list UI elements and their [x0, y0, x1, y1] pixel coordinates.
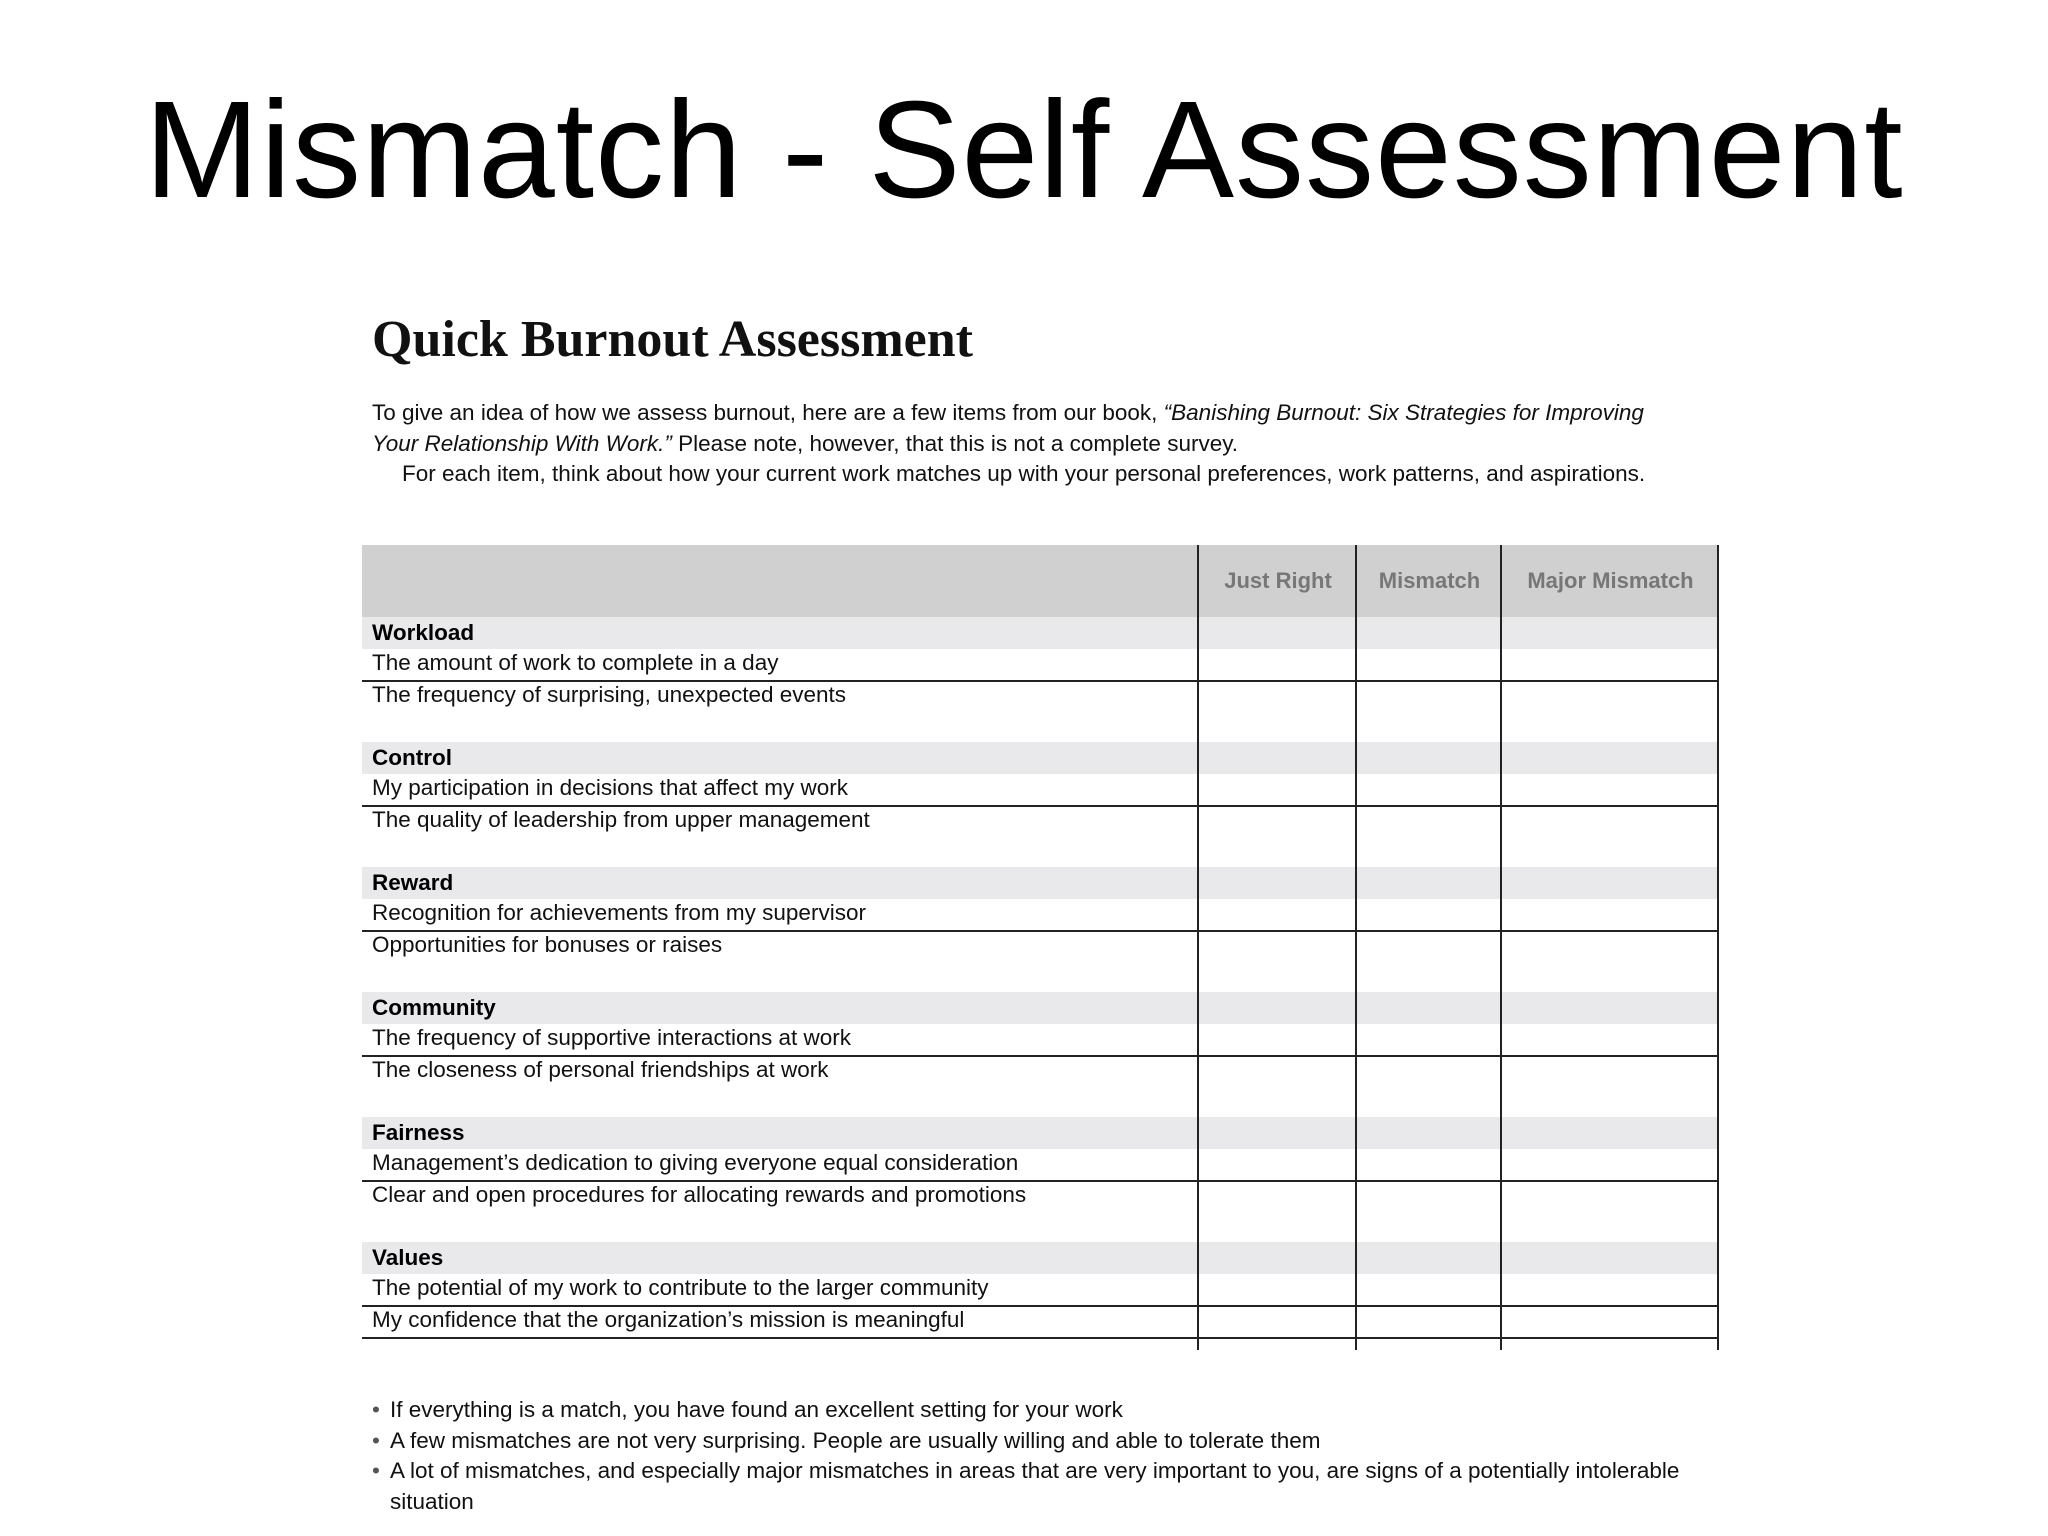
item-label: Management’s dedication to giving everyone equal consideration	[372, 1150, 1019, 1175]
category-band	[362, 1242, 1718, 1274]
notes-list	[372, 1395, 1712, 1517]
row-divider	[362, 680, 1718, 682]
item-label: My participation in decisions that affect my work	[372, 775, 849, 800]
intro-paragraph-1	[372, 398, 1672, 459]
item-label: The quality of leadership from upper management	[372, 807, 870, 832]
item-label: The potential of my work to contribute to the larger community	[372, 1275, 989, 1300]
intro-text	[372, 398, 1672, 490]
item-label: The frequency of supportive interactions at work	[372, 1025, 851, 1050]
assessment-table	[362, 545, 1718, 1350]
row-divider	[362, 805, 1718, 807]
note-item: • A few mismatches are not very surprising. People are usually willing and able to tolerate them	[372, 1426, 1712, 1457]
row-divider	[362, 1180, 1718, 1182]
row-divider	[362, 930, 1718, 932]
column-divider	[1500, 545, 1502, 1350]
category-label: Fairness	[372, 1120, 465, 1145]
column-header: Just Right	[1224, 568, 1332, 593]
note-item: • A lot of mismatches, and especially major mismatches in areas that are very important to you, are signs of a potentially intolerable situation	[372, 1456, 1712, 1517]
slide-title: Mismatch - Self Assessment	[144, 73, 1904, 227]
intro-paragraph-2: For each item, think about how your current work matches up with your personal preferences, work patterns, and aspirations.	[402, 461, 1646, 486]
category-label: Values	[372, 1245, 444, 1270]
intro-part-2: Please note, however, that this is not a complete survey.	[671, 430, 1239, 456]
category-band	[362, 742, 1718, 774]
item-label: Recognition for achievements from my supervisor	[372, 900, 866, 925]
intro-part-1: To give an idea of how we assess burnout, here are a few items from our book,	[372, 400, 1164, 425]
item-label: The amount of work to complete in a day	[372, 650, 779, 675]
row-divider	[362, 1337, 1718, 1339]
document-title: Quick Burnout Assessment	[372, 311, 973, 368]
item-label: The frequency of surprising, unexpected events	[372, 682, 847, 707]
note-item: • If everything is a match, you have found an excellent setting for your work	[372, 1395, 1712, 1426]
column-divider	[1355, 545, 1357, 1350]
category-band	[362, 617, 1718, 649]
item-label: Clear and open procedures for allocating rewards and promotions	[372, 1182, 1027, 1207]
category-band	[362, 867, 1718, 899]
row-divider	[362, 1055, 1718, 1057]
category-band	[362, 992, 1718, 1024]
book-title: “Banishing Burnout: Six Strategies for Improving Your Relationship With Work.”	[372, 400, 1644, 456]
row-divider	[362, 1305, 1718, 1307]
category-label: Workload	[372, 620, 475, 645]
column-header: Mismatch	[1378, 568, 1481, 593]
column-divider	[1197, 545, 1199, 1350]
item-label: My confidence that the organization’s mission is meaningful	[372, 1307, 965, 1332]
column-divider	[1717, 545, 1719, 1350]
category-band	[362, 1117, 1718, 1149]
item-label: Opportunities for bonuses or raises	[372, 932, 723, 957]
category-label: Reward	[372, 870, 454, 895]
item-label: The closeness of personal friendships at work	[372, 1057, 829, 1082]
column-header: Major Mismatch	[1527, 568, 1694, 593]
category-label: Control	[372, 745, 452, 770]
category-label: Community	[372, 995, 496, 1020]
